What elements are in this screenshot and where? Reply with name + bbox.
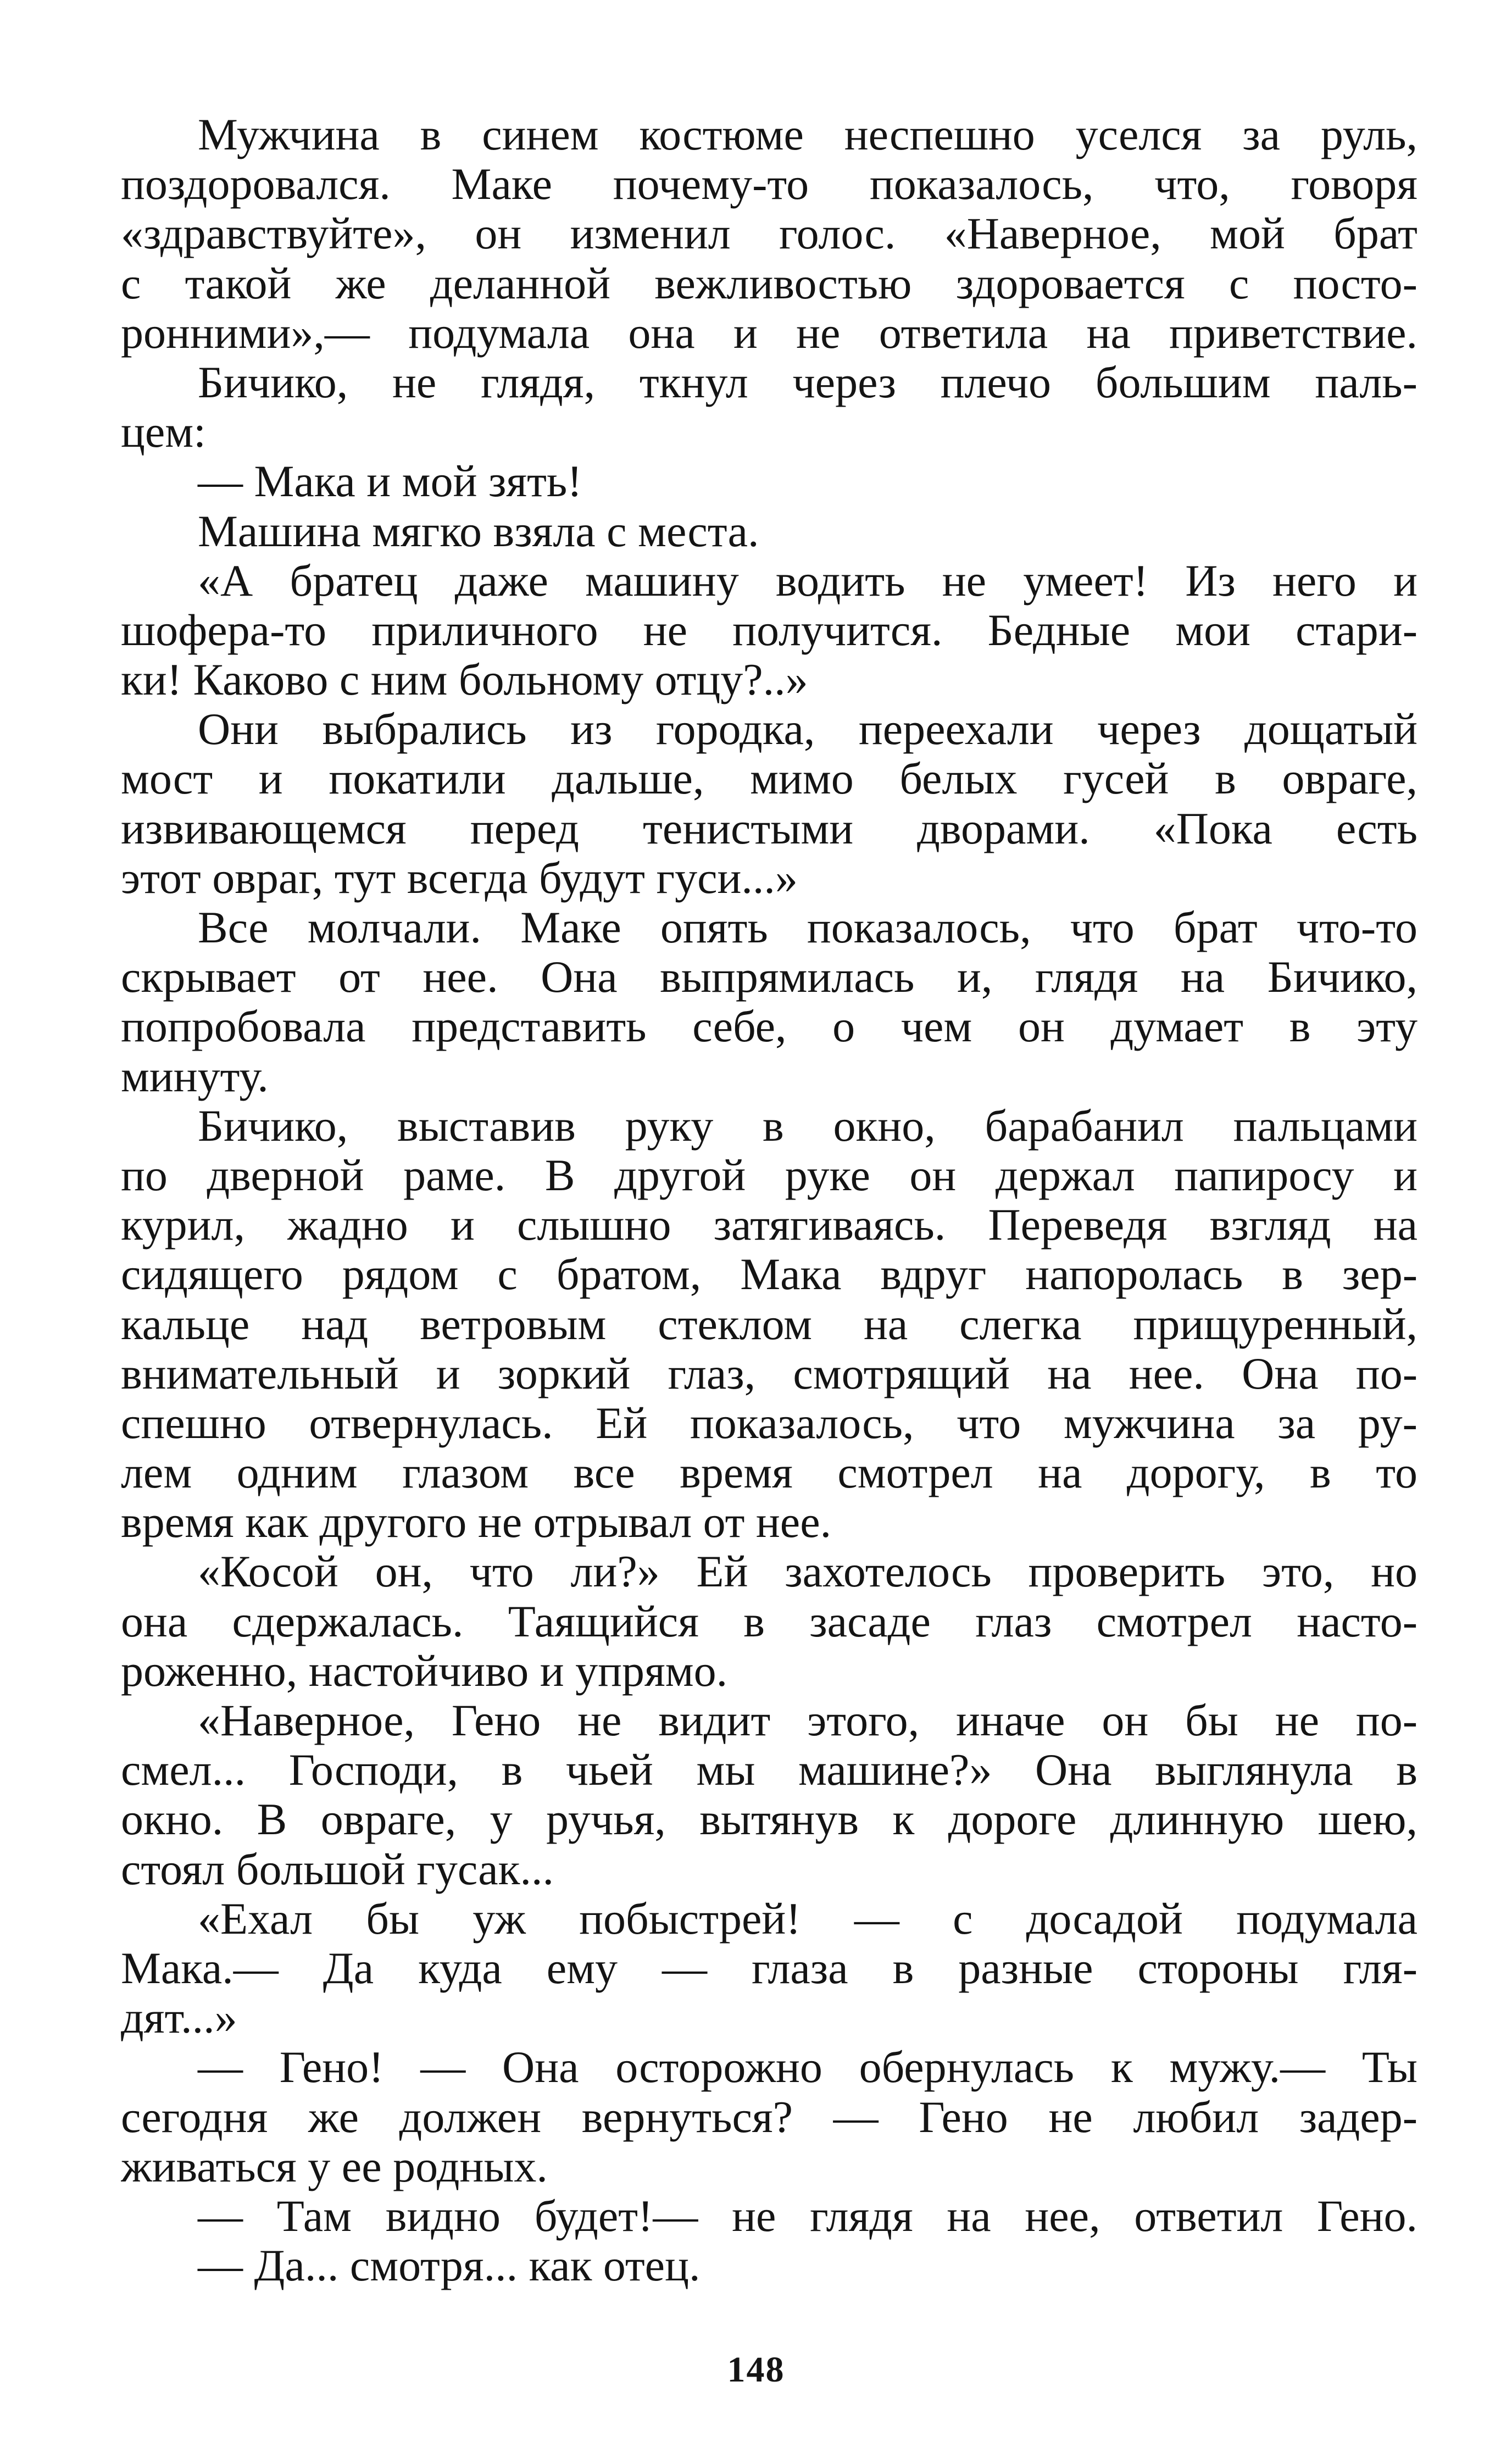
text-line: минуту. bbox=[121, 1051, 269, 1101]
text-line: — Там видно будет!— не глядя на нее, ответил Гено. bbox=[198, 2191, 1418, 2241]
text-line: смел... Господи, в чьей мы машине?» Она выглянула в bbox=[121, 1745, 1418, 1795]
text-line: сидящего рядом с братом, Мака вдруг напоролась в зер- bbox=[121, 1250, 1418, 1300]
text-line: лем одним глазом все время смотрел на дорогу, в то bbox=[121, 1448, 1418, 1498]
text-line: «А братец даже машину водить не умеет! Из него и bbox=[198, 556, 1418, 606]
text-line: — Да... смотря... как отец. bbox=[198, 2241, 701, 2291]
text-line: Мака.— Да куда ему — глаза в разные стороны гля- bbox=[121, 1943, 1418, 1993]
text-line: мост и покатили дальше, мимо белых гусей в овраге, bbox=[121, 754, 1418, 804]
text-line: Машина мягко взяла с места. bbox=[198, 506, 759, 556]
text-line: — Мака и мой зять! bbox=[198, 457, 582, 507]
text-line: — Гено! — Она осторожно обернулась к мужу.— Ты bbox=[198, 2042, 1418, 2092]
text-line: стоял большой гусак... bbox=[121, 1844, 554, 1894]
text-line: с такой же деланной вежливостью здоровается с посто- bbox=[121, 258, 1418, 308]
text-line: «Ехал бы уж побыстрей! — с досадой подумала bbox=[198, 1894, 1418, 1944]
text-line: спешно отвернулась. Ей показалось, что мужчина за ру- bbox=[121, 1398, 1418, 1448]
text-line: Бичико, выставив руку в окно, барабанил пальцами bbox=[198, 1101, 1418, 1151]
text-line: время как другого не отрывал от нее. bbox=[121, 1497, 832, 1547]
text-line: попробовала представить себе, о чем он думает в эту bbox=[121, 1002, 1418, 1052]
text-line: скрывает от нее. Она выпрямилась и, глядя на Бичико, bbox=[121, 952, 1418, 1002]
text-line: живаться у ее родных. bbox=[121, 2141, 548, 2191]
text-line: Мужчина в синем костюме неспешно уселся за руль, bbox=[198, 110, 1418, 159]
text-line: «здравствуйте», он изменил голос. «Наверное, мой брат bbox=[121, 209, 1418, 259]
text-line: по дверной раме. В другой руке он держал папиросу и bbox=[121, 1150, 1418, 1200]
text-line: «Косой он, что ли?» Ей захотелось проверить это, но bbox=[198, 1547, 1418, 1597]
text-line: Они выбрались из городка, переехали через дощатый bbox=[198, 704, 1418, 754]
text-line: сегодня же должен вернуться? — Гено не любил задер- bbox=[121, 2092, 1418, 2142]
text-line: Все молчали. Маке опять показалось, что брат что-то bbox=[198, 903, 1418, 952]
page-body-text bbox=[121, 110, 1418, 2290]
text-line: поздоровался. Маке почему-то показалось, что, говоря bbox=[121, 159, 1418, 209]
text-line: «Наверное, Гено не видит этого, иначе он бы не по- bbox=[198, 1696, 1418, 1745]
text-line: этот овраг, тут всегда будут гуси...» bbox=[121, 853, 798, 903]
text-line: извивающемся перед тенистыми дворами. «Пока есть bbox=[121, 803, 1418, 853]
text-line: ронними»,— подумала она и не ответила на приветствие. bbox=[121, 308, 1418, 358]
text-line: курил, жадно и слышно затягиваясь. Переведя взгляд на bbox=[121, 1200, 1418, 1250]
text-line: роженно, настойчиво и упрямо. bbox=[121, 1646, 728, 1696]
text-line: Бичико, не глядя, ткнул через плечо большим паль- bbox=[198, 357, 1418, 407]
text-line: цем: bbox=[121, 407, 206, 457]
text-line: окно. В овраге, у ручья, вытянув к дороге длинную шею, bbox=[121, 1795, 1418, 1845]
text-line: внимательный и зоркий глаз, смотрящий на нее. Она по- bbox=[121, 1348, 1418, 1398]
text-line: ки! Каково с ним больному отцу?..» bbox=[121, 655, 808, 705]
text-line: дят...» bbox=[121, 1993, 237, 2043]
page-number: 148 bbox=[727, 2350, 785, 2390]
text-line: кальце над ветровым стеклом на слегка прищуренный, bbox=[121, 1299, 1418, 1349]
text-line: она сдержалась. Таящийся в засаде глаз смотрел насто- bbox=[121, 1596, 1418, 1646]
text-line: шофера-то приличного не получится. Бедные мои стари- bbox=[121, 605, 1418, 655]
